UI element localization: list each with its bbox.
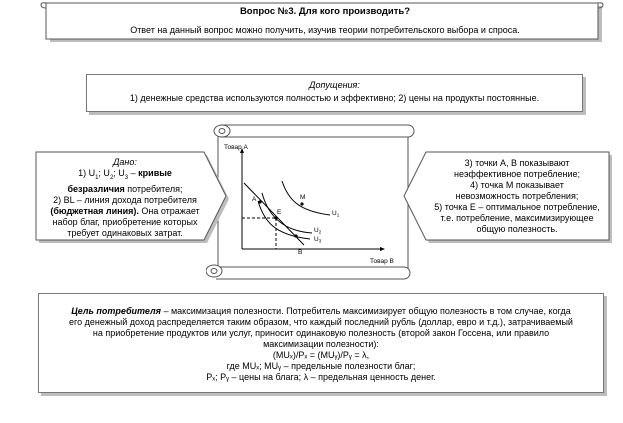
points-line6: т.е. потребление, максимизирующее [440, 213, 594, 223]
page-subtitle: Ответ на данный вопрос можно получить, изучив теории потребительского выбора и спроса. [130, 25, 520, 35]
goal-line7: Pₓ; Pᵧ – цены на блага; λ – предельная ценность денег. [206, 372, 436, 382]
goal-line6: где MUₓ; MUᵧ – предельные полезности благ; [226, 361, 416, 371]
point-a [258, 200, 261, 203]
header-banner [40, 2, 610, 46]
page-title: Вопрос №3. Для кого производить? [239, 6, 411, 17]
label-u1: $U_1$ [332, 210, 340, 218]
indifference-curve-u1 [282, 181, 330, 215]
label-u3: $U_3$ [314, 236, 322, 244]
given-text [39, 157, 211, 239]
indifference-graph [222, 141, 412, 271]
given-line4: (бюджетная линия). Она отражает [50, 205, 200, 216]
x-axis-label: Товар В [370, 258, 394, 265]
assumptions-text: 1) денежные средства используются полностью и эффективно; 2) цены на продукты постоянные. [129, 93, 540, 103]
points-line3: 4) точка М показывает [470, 180, 564, 190]
goal-formula: (MUₓ)/Pₓ = (MUᵧ)/Pᵧ = λ, [272, 350, 370, 360]
points-line4: невозможность потребления; [455, 191, 579, 201]
given-line1: 1) $U_1$; $U_2$; $U_3$ – кривые [78, 168, 172, 181]
label-a: A [252, 196, 257, 203]
given-arrow-box [35, 151, 233, 246]
label-b: B [298, 249, 303, 256]
graph-scroll [206, 121, 418, 283]
points-line2: неэффективное потребление; [453, 169, 581, 179]
point-m [300, 202, 303, 205]
label-m: M [300, 194, 306, 201]
given-title: Дано: [113, 157, 137, 167]
goal-line4: максимизации полезности): [263, 339, 379, 349]
x-axis-arrow [380, 247, 385, 251]
points-line5: 5) точка Е – оптимальное потребление, [434, 202, 600, 212]
given-line3: 2) BL – линия дохода потребителя [53, 194, 197, 205]
points-line7: общую полезность. [476, 224, 558, 234]
y-axis-label: Товар А [224, 144, 248, 151]
given-line6: требует одинаковых затрат. [67, 227, 183, 238]
given-line2: безразличия потребителя; [67, 183, 183, 194]
goal-line1: Цель потребителя – максимизация полезности. Потребитель максимизирует общую полезность в том случае, когда [71, 306, 571, 316]
assumptions-title: Допущения: [309, 80, 360, 90]
point-e [274, 216, 277, 219]
point-b [294, 234, 297, 237]
label-e: E [277, 209, 282, 216]
goal-text [39, 306, 603, 383]
goal-box [38, 293, 604, 393]
points-text [422, 158, 612, 235]
goal-line3: на приобретение продуктов или услуг, приносит одинаковую полезность (второй закон Госсена, или правило [92, 328, 550, 338]
points-line1: 3) точки А, В показывают [464, 158, 570, 168]
label-u2: $U_2$ [314, 227, 322, 235]
points-arrow-box [402, 151, 616, 246]
given-line5: набор благ, приобретение которых [52, 216, 198, 227]
assumptions-box [86, 74, 583, 112]
goal-line2: его денежный доход распределяется таким образом, что каждый последний рубль (доллар, евро и т.д.), затрачиваемый [69, 317, 573, 327]
